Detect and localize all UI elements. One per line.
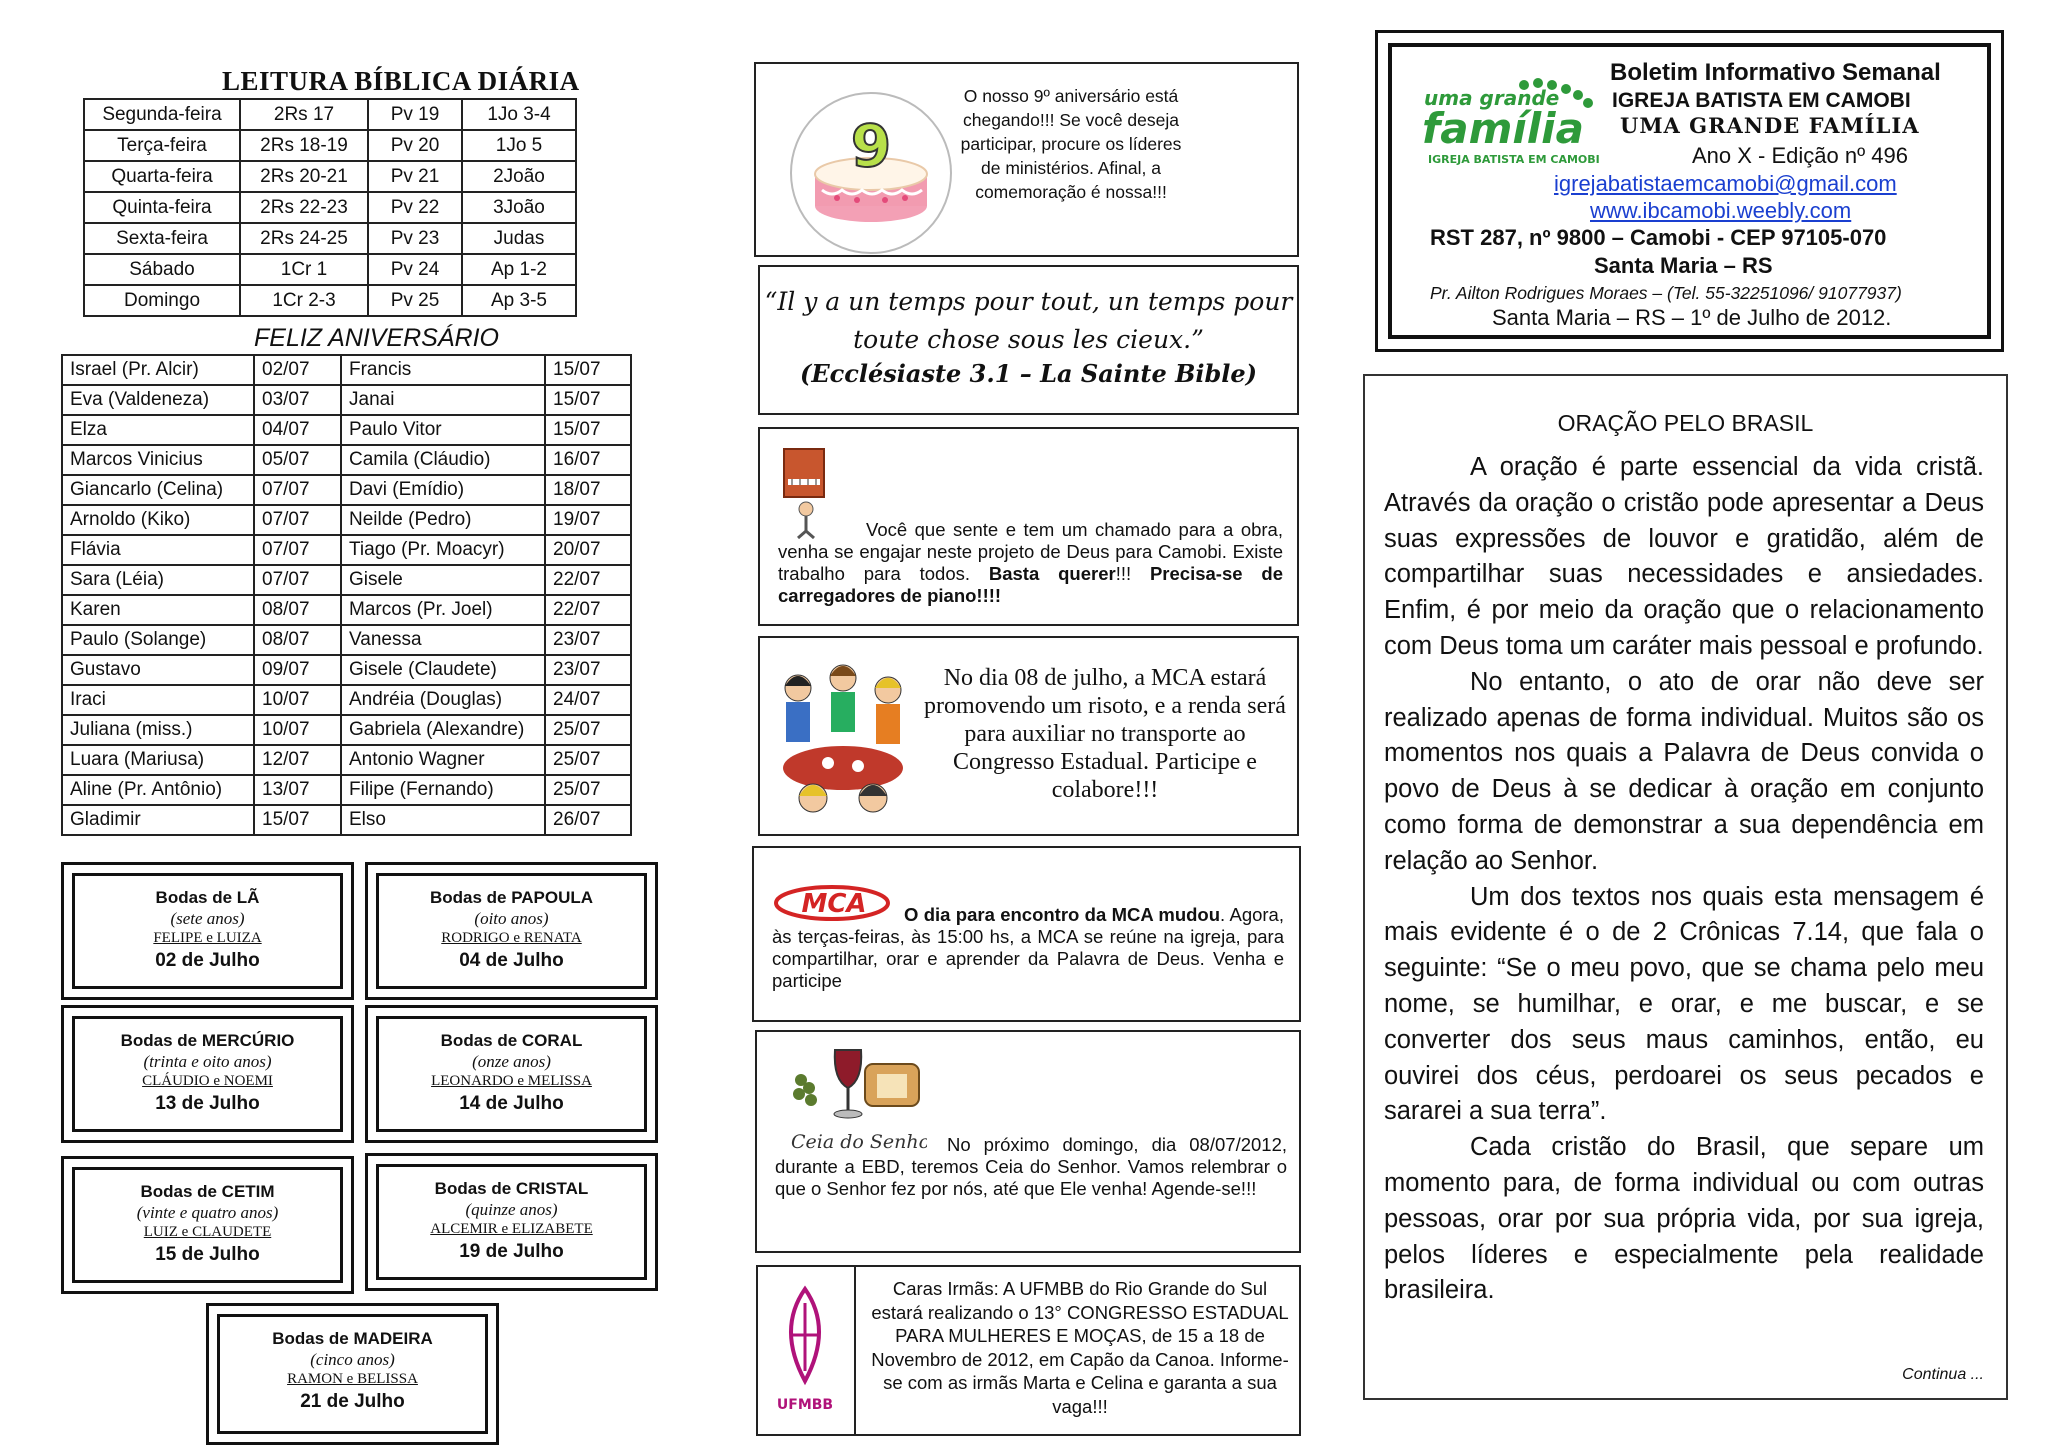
boda-years: (oito anos)	[474, 909, 549, 928]
boda-couple: RODRIGO e RENATA	[441, 930, 582, 946]
ceia-body: No próximo domingo, dia 08/07/2012, durante a EBD, teremos Ceia do Senhor. Vamos relembrar o que o Senhor fez por nós, até que Ele venha! Agende-se!!!	[775, 1134, 1287, 1199]
table-cell: 25/07	[545, 715, 631, 745]
table-cell: Ap 1-2	[462, 254, 576, 285]
table-cell: 3João	[462, 192, 576, 223]
leitura-row	[84, 223, 576, 254]
table-cell: 10/07	[254, 685, 341, 715]
cake-number: 9	[850, 112, 892, 180]
logo-line-1: uma grande	[1424, 86, 1560, 110]
table-cell: 24/07	[545, 685, 631, 715]
table-cell: Pv 19	[368, 99, 462, 130]
table-cell: Elso	[341, 805, 545, 835]
table-cell: Marcos (Pr. Joel)	[341, 595, 545, 625]
website-link[interactable]: www.ibcamobi.weebly.com	[1590, 198, 1852, 223]
table-cell: Karen	[62, 595, 254, 625]
table-cell: 1Cr 1	[240, 254, 368, 285]
ufmbb-text: Caras Irmãs: A UFMBB do Rio Grande do Sul estará realizando o 13° CONGRESSO ESTADUAL PARA MULHERES E MOÇAS, de 15 a 18 de Novembro de 2012, em Capão da Canoa. Informe-se com as irmãs Marta e Celina e garanta a sua vaga!!!	[871, 1278, 1289, 1417]
aniversario-row	[62, 745, 631, 775]
boda-title: Bodas de CETIM	[140, 1182, 275, 1201]
table-cell: 07/07	[254, 535, 341, 565]
bulletin-title: Boletim Informativo Semanal	[1610, 59, 1941, 86]
anniversary-text: O nosso 9º aniversário está chegando!!! Se você deseja participar, procure os líderes de ministérios. Afinal, a comemoração é nossa!!!	[960, 86, 1182, 202]
table-cell: 12/07	[254, 745, 341, 775]
boda-date: 13 de Julho	[155, 1093, 260, 1114]
ufmbb-box	[756, 1265, 1301, 1436]
table-cell: 08/07	[254, 595, 341, 625]
boda-card	[61, 862, 354, 1000]
table-cell: 10/07	[254, 715, 341, 745]
table-cell: Ap 3-5	[462, 285, 576, 316]
article-paragraph: No entanto, o ato de orar não deve ser realizado apenas de forma individual. Muitos são os momentos nos quais a Palavra de Deus convida o povo de Deus à se dedicar à oração em conjunto como forma de demonstrar a sua dependência em relação ao Senhor.	[1384, 667, 1984, 875]
aniversario-row	[62, 595, 631, 625]
table-cell: Janai	[341, 385, 545, 415]
mca-meeting-text	[772, 904, 1284, 992]
table-cell: Sábado	[84, 254, 240, 285]
continue-note: Continua ...	[1902, 1366, 1984, 1383]
aniversario-row	[62, 775, 631, 805]
table-cell: Neilde (Pedro)	[341, 505, 545, 535]
boda-title: Bodas de PAPOULA	[429, 888, 594, 907]
church-name: IGREJA BATISTA EM CAMOBI	[1612, 89, 1911, 112]
table-cell: 2Rs 17	[240, 99, 368, 130]
leitura-row	[84, 99, 576, 130]
table-cell: 07/07	[254, 565, 341, 595]
table-cell: Sexta-feira	[84, 223, 240, 254]
table-cell: Domingo	[84, 285, 240, 316]
table-cell: Paulo Vitor	[341, 415, 545, 445]
piano-bold-1: Basta querer	[988, 563, 1116, 584]
mca-risoto-box	[758, 636, 1299, 836]
aniversario-row	[62, 415, 631, 445]
boda-card	[61, 1005, 354, 1143]
church-motto: UMA GRANDE FAMÍLIA	[1620, 113, 1920, 138]
table-cell: 08/07	[254, 625, 341, 655]
table-cell: 19/07	[545, 505, 631, 535]
boda-date: 19 de Julho	[459, 1241, 564, 1262]
table-cell: 16/07	[545, 445, 631, 475]
leitura-row	[84, 130, 576, 161]
email-link[interactable]: igrejabatistaemcamobi@gmail.com	[1554, 171, 1897, 196]
boda-years: (vinte e quatro anos)	[136, 1203, 279, 1222]
ceia-text	[775, 1134, 1287, 1200]
piano-bold-2: Precisa-se de carregadores de piano!!!!	[778, 563, 1283, 606]
leitura-table	[83, 98, 577, 317]
table-cell: Terça-feira	[84, 130, 240, 161]
table-cell: 22/07	[545, 565, 631, 595]
article-paragraph: Cada cristão do Brasil, que separe um momento para, de forma individual ou com outras pessoas, orar por sua própria vida, por sua igreja, pelos líderes e especialmente pela realidade brasileira.	[1384, 1133, 1984, 1305]
table-cell: Israel (Pr. Alcir)	[62, 355, 254, 385]
people-dinner-icon	[768, 648, 918, 828]
table-cell: Gisele (Claudete)	[341, 655, 545, 685]
table-cell: Flávia	[62, 535, 254, 565]
aniversario-table	[61, 354, 632, 836]
logo-line-2: família	[1422, 104, 1584, 153]
boda-title: Bodas de CORAL	[440, 1031, 583, 1050]
table-cell: 26/07	[545, 805, 631, 835]
table-cell: 1Cr 2-3	[240, 285, 368, 316]
table-cell: 23/07	[545, 625, 631, 655]
table-cell: Gladimir	[62, 805, 254, 835]
boda-couple: CLÁUDIO e NOEMI	[142, 1073, 273, 1089]
table-cell: Arnoldo (Kiko)	[62, 505, 254, 535]
article-body	[1384, 450, 1984, 1309]
leitura-row	[84, 285, 576, 316]
table-cell: Quarta-feira	[84, 161, 240, 192]
article-paragraph: Um dos textos nos quais esta mensagem é mais evidente é o de 2 Crônicas 7.14, que fala o seguinte: “Se o meu povo, que se chama pelo meu nome, se humilhar, e orar, e me buscar, e se converter dos seus maus caminhos, então, eu ouvirei dos céus, perdoarei os seus pecados e sararei a sua terra”.	[1384, 882, 1984, 1126]
cake-icon	[790, 92, 952, 254]
mca-risoto-text: No dia 08 de julho, a MCA estará promovendo um risoto, e a renda será para auxiliar no transporte ao Congresso Estadual. Participe e colabore!!!	[924, 665, 1286, 803]
logo-subtitle: IGREJA BATISTA EM CAMOBI	[1428, 153, 1600, 166]
table-cell: Davi (Emídio)	[341, 475, 545, 505]
aniversario-row	[62, 625, 631, 655]
aniversario-row	[62, 445, 631, 475]
boda-date: 04 de Julho	[459, 950, 564, 971]
boda-years: (sete anos)	[170, 909, 245, 928]
anniversary-box	[754, 62, 1299, 257]
table-cell: 02/07	[254, 355, 341, 385]
table-cell: 2Rs 24-25	[240, 223, 368, 254]
table-cell: Pv 24	[368, 254, 462, 285]
quote-reference: (Ecclésiaste 3.1 – La Sainte Bible)	[800, 359, 1257, 388]
boda-years: (quinze anos)	[465, 1200, 558, 1219]
table-cell: Luara (Mariusa)	[62, 745, 254, 775]
table-cell: 20/07	[545, 535, 631, 565]
piano-box	[758, 427, 1299, 626]
table-cell: Elza	[62, 415, 254, 445]
table-cell: 23/07	[545, 655, 631, 685]
aniversario-row	[62, 565, 631, 595]
table-cell: 03/07	[254, 385, 341, 415]
article-title: ORAÇÃO PELO BRASIL	[1557, 410, 1814, 436]
aniversario-row	[62, 535, 631, 565]
table-cell: Quinta-feira	[84, 192, 240, 223]
mca-meeting-body: . Agora, às terças-feiras, às 15:00 hs, a MCA se reúne na igreja, para compartilhar, orar e aprender da Palavra de Deus. Venha e participe	[772, 904, 1284, 991]
aniversario-row	[62, 385, 631, 415]
table-cell: 09/07	[254, 655, 341, 685]
table-cell: Andréia (Douglas)	[341, 685, 545, 715]
table-cell: 1Jo 3-4	[462, 99, 576, 130]
boda-years: (onze anos)	[472, 1052, 551, 1071]
mca-meeting-box	[752, 846, 1301, 1022]
church-address: RST 287, nº 9800 – Camobi - CEP 97105-070	[1430, 225, 1887, 250]
aniversario-row	[62, 715, 631, 745]
boda-couple: RAMON e BELISSA	[287, 1371, 418, 1387]
table-cell: Pv 25	[368, 285, 462, 316]
table-cell: Francis	[341, 355, 545, 385]
boda-years: (cinco anos)	[310, 1350, 395, 1369]
table-cell: Antonio Wagner	[341, 745, 545, 775]
boda-title: Bodas de CRISTAL	[434, 1179, 589, 1198]
table-cell: Iraci	[62, 685, 254, 715]
boda-title: Bodas de LÃ	[155, 888, 260, 907]
boda-couple: ALCEMIR e ELIZABETE	[430, 1221, 593, 1237]
table-cell: 15/07	[545, 415, 631, 445]
boda-date: 15 de Julho	[155, 1244, 260, 1265]
table-cell: 13/07	[254, 775, 341, 805]
table-cell: Aline (Pr. Antônio)	[62, 775, 254, 805]
table-cell: Pv 21	[368, 161, 462, 192]
leitura-row	[84, 161, 576, 192]
table-cell: 2João	[462, 161, 576, 192]
table-cell: Camila (Cláudio)	[341, 445, 545, 475]
piano-exclamation: !!!	[1115, 563, 1132, 584]
table-cell: Juliana (miss.)	[62, 715, 254, 745]
aniversario-row	[62, 655, 631, 685]
leitura-row	[84, 192, 576, 223]
boda-card	[61, 1156, 354, 1294]
piano-body: Você que sente e tem um chamado para a obra, venha se engajar neste projeto de Deus para Camobi. Existe trabalho para todos.	[778, 519, 1283, 584]
boda-date: 14 de Julho	[459, 1093, 564, 1114]
church-logo	[1420, 77, 1600, 177]
table-cell: 04/07	[254, 415, 341, 445]
quote-text: “Il y a un temps pour tout, un temps pour toute chose sous les cieux.”	[764, 287, 1293, 354]
table-cell: 25/07	[545, 775, 631, 805]
leitura-row	[84, 254, 576, 285]
table-cell: Judas	[462, 223, 576, 254]
boda-title: Bodas de MERCÚRIO	[120, 1031, 295, 1050]
aniversario-row	[62, 685, 631, 715]
mca-meeting-bold: O dia para encontro da MCA mudou	[904, 904, 1221, 925]
boda-couple: LUIZ e CLAUDETE	[143, 1224, 272, 1240]
boda-date: 21 de Julho	[300, 1391, 405, 1412]
aniversario-row	[62, 355, 631, 385]
bulletin-header	[1375, 30, 2004, 352]
table-cell: 18/07	[545, 475, 631, 505]
boda-couple: FELIPE e LUIZA	[153, 930, 262, 946]
bulletin-date: Santa Maria – RS – 1º de Julho de 2012.	[1492, 305, 1892, 330]
ufmbb-logo-text: UFMBB	[776, 1397, 834, 1413]
quote-box	[758, 265, 1299, 415]
edition-number: Ano X - Edição nº 496	[1692, 143, 1908, 168]
table-cell: 22/07	[545, 595, 631, 625]
piano-text	[778, 519, 1283, 607]
table-cell: 15/07	[254, 805, 341, 835]
table-cell: Segunda-feira	[84, 99, 240, 130]
table-cell: 15/07	[545, 355, 631, 385]
table-cell: 25/07	[545, 745, 631, 775]
table-cell: 15/07	[545, 385, 631, 415]
leitura-title: LEITURA BÍBLICA DIÁRIA	[222, 66, 580, 96]
aniversario-row	[62, 475, 631, 505]
table-cell: Tiago (Pr. Moacyr)	[341, 535, 545, 565]
article-paragraph: A oração é parte essencial da vida cristã. Através da oração o cristão pode apresentar a Deus suas expressões de louvor e gratidão, além de compartilhar suas necessidades e ansiedades. Enfim, é por meio da oração que o relacionamento com Deus toma um caráter mais pessoal e profundo.	[1384, 453, 1984, 660]
aniversario-row	[62, 805, 631, 835]
table-cell: Marcos Vinicius	[62, 445, 254, 475]
boda-card	[365, 862, 658, 1000]
table-cell: 2Rs 22-23	[240, 192, 368, 223]
table-cell: Pv 22	[368, 192, 462, 223]
mca-logo-text: MCA	[801, 889, 867, 919]
table-cell: Eva (Valdeneza)	[62, 385, 254, 415]
pastor-contact: Pr. Ailton Rodrigues Moraes – (Tel. 55-32251096/ 91077937)	[1430, 283, 1902, 303]
ceia-logo-text: Ceia do Senhor	[791, 1131, 927, 1153]
table-cell: Filipe (Fernando)	[341, 775, 545, 805]
boda-card	[365, 1005, 658, 1143]
boda-title: Bodas de MADEIRA	[272, 1329, 433, 1348]
church-city: Santa Maria – RS	[1594, 253, 1773, 278]
ufmbb-text-panel	[854, 1267, 1301, 1434]
boda-card	[206, 1303, 499, 1445]
article-box	[1363, 374, 2008, 1400]
boda-card	[365, 1153, 658, 1291]
table-cell: Gabriela (Alexandre)	[341, 715, 545, 745]
table-cell: 1Jo 5	[462, 130, 576, 161]
table-cell: 07/07	[254, 475, 341, 505]
boda-date: 02 de Julho	[155, 950, 260, 971]
table-cell: Paulo (Solange)	[62, 625, 254, 655]
aniversario-row	[62, 505, 631, 535]
table-cell: Pv 20	[368, 130, 462, 161]
table-cell: Vanessa	[341, 625, 545, 655]
table-cell: 07/07	[254, 505, 341, 535]
ufmbb-logo-icon	[770, 1283, 840, 1421]
table-cell: 2Rs 18-19	[240, 130, 368, 161]
boda-years: (trinta e oito anos)	[143, 1052, 272, 1071]
ceia-box	[755, 1030, 1301, 1253]
table-cell: Pv 23	[368, 223, 462, 254]
table-cell: 2Rs 20-21	[240, 161, 368, 192]
table-cell: 05/07	[254, 445, 341, 475]
table-cell: Gisele	[341, 565, 545, 595]
table-cell: Giancarlo (Celina)	[62, 475, 254, 505]
aniversario-title: FELIZ ANIVERSÁRIO	[254, 324, 499, 352]
table-cell: Sara (Léia)	[62, 565, 254, 595]
table-cell: Gustavo	[62, 655, 254, 685]
bulletin-header-inner	[1388, 43, 1991, 339]
boda-couple: LEONARDO e MELISSA	[431, 1073, 592, 1089]
